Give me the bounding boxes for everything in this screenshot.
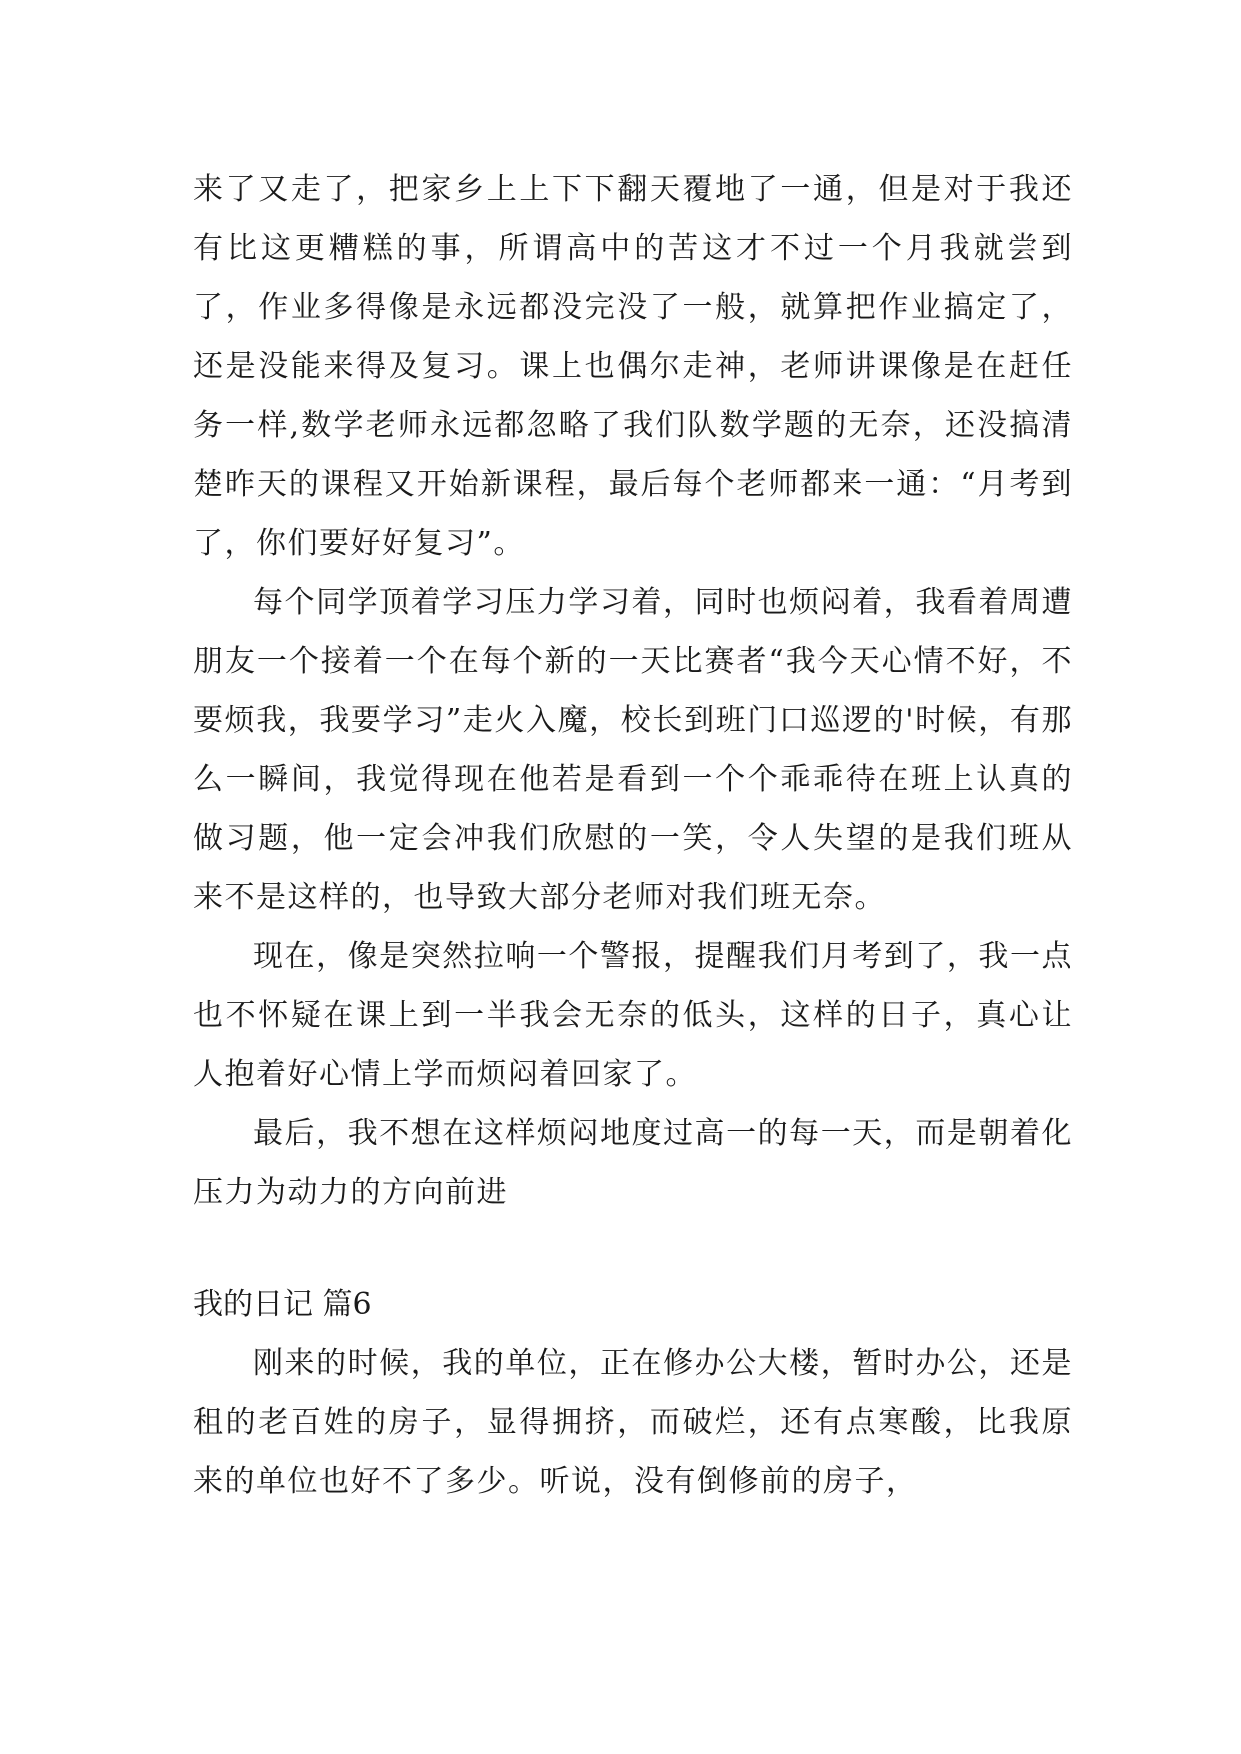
section-paragraph-1: 刚来的时候，我的单位，正在修办公大楼，暂时办公，还是租的老百姓的房子，显得拥挤，而破烂，还有点寒酸，比我原来的单位也好不了多少。听说，没有倒修前的房子， xyxy=(193,1346,1073,1499)
paragraph-2: 每个同学顶着学习压力学习着，同时也烦闷着，我看着周遭朋友一个接着一个在每个新的一天比赛者“我今天心情不好，不要烦我，我要学习”走火入魔，校长到班门口巡逻的'时候，有那么一瞬间，我觉得现在他若是看到一个个乖乖待在班上认真的做习题，他一定会冲我们欣慰的一笑，令人失望的是我们班从来不是这样的，也导致大部分老师对我们班无奈。 xyxy=(193,585,1073,915)
section-heading: 我的日记 篇6 xyxy=(193,1287,372,1322)
paragraph-3: 现在，像是突然拉响一个警报，提醒我们月考到了，我一点也不怀疑在课上到一半我会无奈的低头，这样的日子，真心让人抱着好心情上学而烦闷着回家了。 xyxy=(193,939,1073,1092)
paragraph-1: 来了又走了，把家乡上上下下翻天覆地了一通，但是对于我还有比这更糟糕的事，所谓高中的苦这才不过一个月我就尝到了，作业多得像是永远都没完没了一般，就算把作业搞定了，还是没能来得及复习。课上也偶尔走神，老师讲课像是在赶任务一样,数学老师永远都忽略了我们队数学题的无奈，还没搞清楚昨天的课程又开始新课程，最后每个老师都来一通：“月考到了，你们要好好复习”。 xyxy=(193,172,1073,561)
paragraph-4: 最后，我不想在这样烦闷地度过高一的每一天，而是朝着化压力为动力的方向前进 xyxy=(193,1116,1073,1210)
document-body xyxy=(193,160,1073,1511)
